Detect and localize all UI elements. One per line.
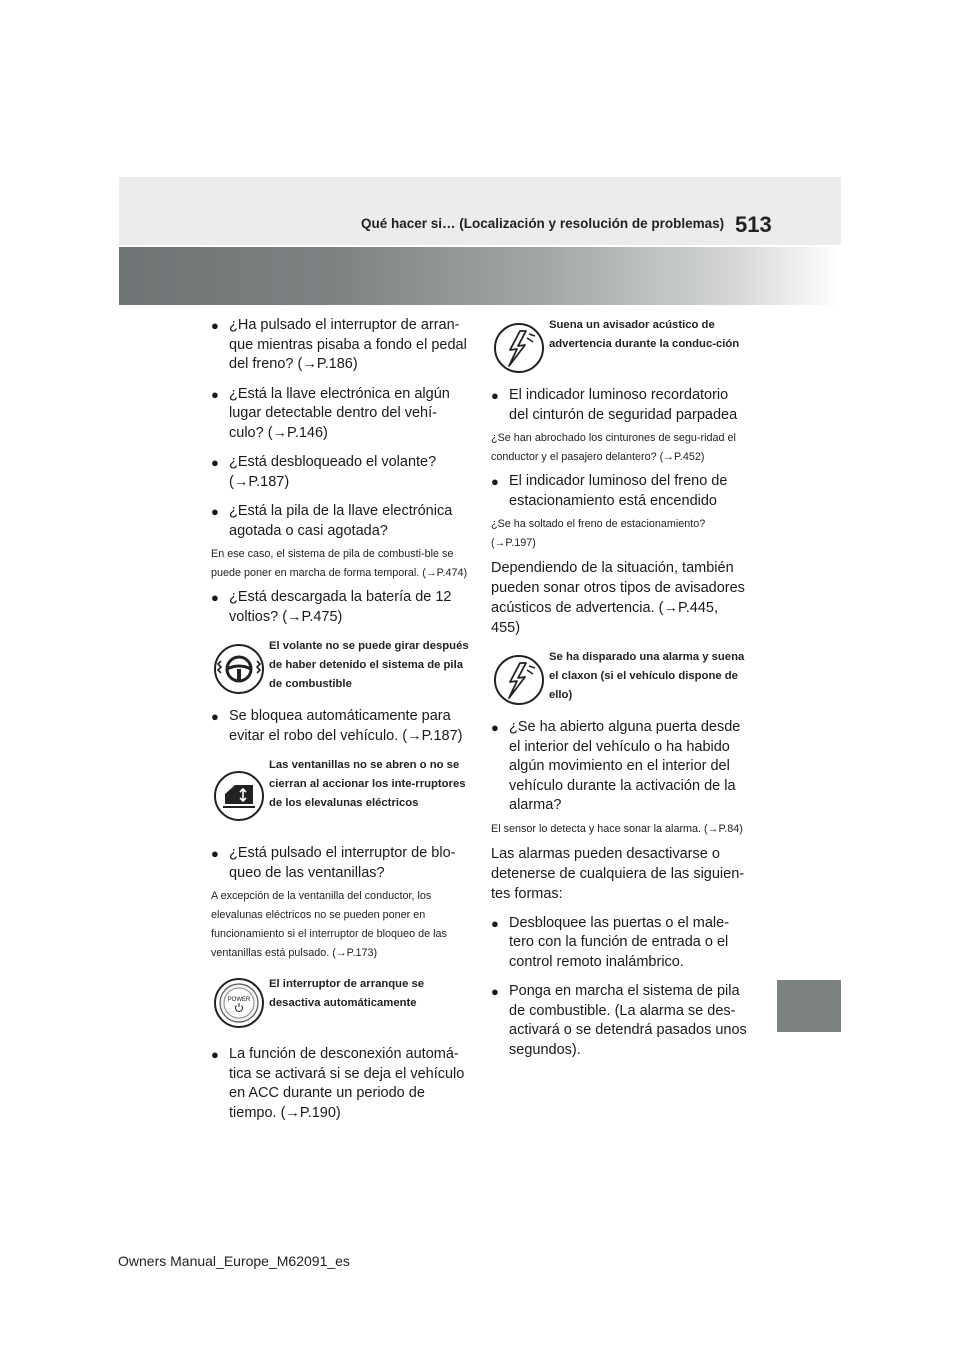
chapter-side-tab — [777, 980, 841, 1032]
bullet-icon: ● — [491, 915, 499, 931]
left-column — [211, 316, 471, 1133]
list-item: ● ¿Está pulsado el interruptor de blo-queo de las ventanillas? — [211, 845, 456, 881]
symptom-label: Suena un avisador acústico de advertencia durante la conduc-ción — [549, 319, 740, 350]
list-item: ● ¿Está la pila de la llave electrónica agotada o casi agotada? — [211, 503, 453, 539]
note-text: El sensor lo detecta y hace sonar la alarma. (→P.84) — [491, 822, 743, 835]
bullet-icon: ● — [211, 846, 219, 861]
buzzer-icon — [493, 322, 545, 374]
bullet-icon: ● — [491, 474, 499, 489]
svg-text:POWER: POWER — [227, 997, 251, 1003]
list-item: ● ¿Está descargada la batería de 12 voltios? (→P.475) — [211, 589, 452, 625]
paragraph: Las alarmas pueden desactivarse o detenerse de cualquiera de las siguien-tes formas: — [491, 845, 745, 902]
power-switch-icon — [213, 977, 265, 1029]
bullet-icon: ● — [211, 318, 219, 333]
note-text: ¿Se han abrochado los cinturones de segu-ridad el conductor y el pasajero delantero? (→P.452) — [491, 432, 736, 463]
symptom-label: El volante no se puede girar después de haber detenido el sistema de pila de combustible — [269, 640, 469, 690]
symptom-label: Las ventanillas no se abren o no se cierran al accionar los inte-rruptores de los elevalunas eléctricos — [269, 759, 466, 809]
bullet-icon: ● — [211, 709, 219, 724]
list-item: ● Desbloquee las puertas o el male-tero con la función de entrada o el control remoto inalámbrico. — [491, 914, 730, 970]
header-band — [119, 177, 841, 245]
list-item: ● Ponga en marcha el sistema de pila de combustible. (La alarma se des-activará o se detendrá pasados unos segundos). — [491, 983, 747, 1058]
list-item: ● ¿Ha pulsado el interruptor de arran-que mientras pisaba a fondo el pedal del freno? (→P.186) — [211, 317, 467, 372]
symptom-power-switch — [211, 975, 471, 1037]
note-text: A excepción de la ventanilla del conductor, los elevalunas eléctricos no se pueden poner en funcionamiento si el interruptor de bloqueo de las ventanillas está pulsado. (→P.173) — [211, 890, 447, 959]
note-text: ¿Se ha soltado el freno de estacionamiento? (→P.197) — [491, 518, 706, 549]
symptom-label: Se ha disparado una alarma y suena el claxon (si el vehículo dispone de ello) — [549, 651, 745, 701]
footer-text: Owners Manual_Europe_M62091_es — [118, 1253, 350, 1269]
bullet-icon: ● — [211, 386, 219, 402]
bullet-icon: ● — [491, 720, 499, 735]
symptom-label: El interruptor de arranque se desactiva automáticamente — [269, 978, 425, 1009]
symptom-warning-buzzer — [491, 316, 751, 378]
symptom-windows — [211, 756, 471, 836]
bullet-icon: ● — [211, 590, 219, 605]
list-item: ● Se bloquea automáticamente para evitar el robo del vehículo. (→P.187) — [211, 708, 463, 744]
section-title: Qué hacer si… (Localización y resolución de problemas) — [361, 216, 725, 231]
list-item: ● El indicador luminoso del freno de estacionamiento está encendido — [491, 473, 728, 509]
bullet-icon: ● — [491, 984, 499, 999]
bullet-icon: ● — [211, 504, 219, 519]
symptom-alarm — [491, 648, 751, 710]
power-window-icon — [213, 770, 265, 822]
bullet-icon: ● — [211, 455, 219, 470]
list-item: ● El indicador luminoso recordatorio del cinturón de seguridad parpadea — [491, 387, 738, 423]
right-column — [491, 310, 751, 1070]
list-item: ● ¿Se ha abierto alguna puerta desde el interior del vehículo o ha habido algún movimiento en el interior del vehículo durante la activación de la alarma? — [491, 719, 741, 813]
paragraph: Dependiendo de la situación, también pueden sonar otros tipos de avisadores acústicos de advertencia. (→P.445, 455) — [491, 560, 745, 636]
list-item: ● ¿Está desbloqueado el volante? (→P.187) — [211, 454, 437, 490]
page-number: 513 — [735, 212, 772, 237]
bullet-icon: ● — [491, 388, 499, 403]
alarm-icon — [493, 654, 545, 706]
list-item: ● La función de desconexión automá-tica se activará si se deja el vehículo en ACC durante un periodo de tiempo. (→P.190) — [211, 1046, 465, 1121]
steering-lock-icon — [213, 643, 265, 695]
note-text: En ese caso, el sistema de pila de combusti-ble se puede poner en marcha de forma temporal. (→P.474) — [211, 548, 468, 579]
header-gradient-bar — [119, 247, 841, 305]
bullet-icon: ● — [211, 1047, 219, 1062]
symptom-steering-locked — [211, 637, 471, 699]
list-item: ● ¿Está la llave electrónica en algún lugar detectable dentro del vehí-culo? (→P.146) — [211, 385, 450, 441]
